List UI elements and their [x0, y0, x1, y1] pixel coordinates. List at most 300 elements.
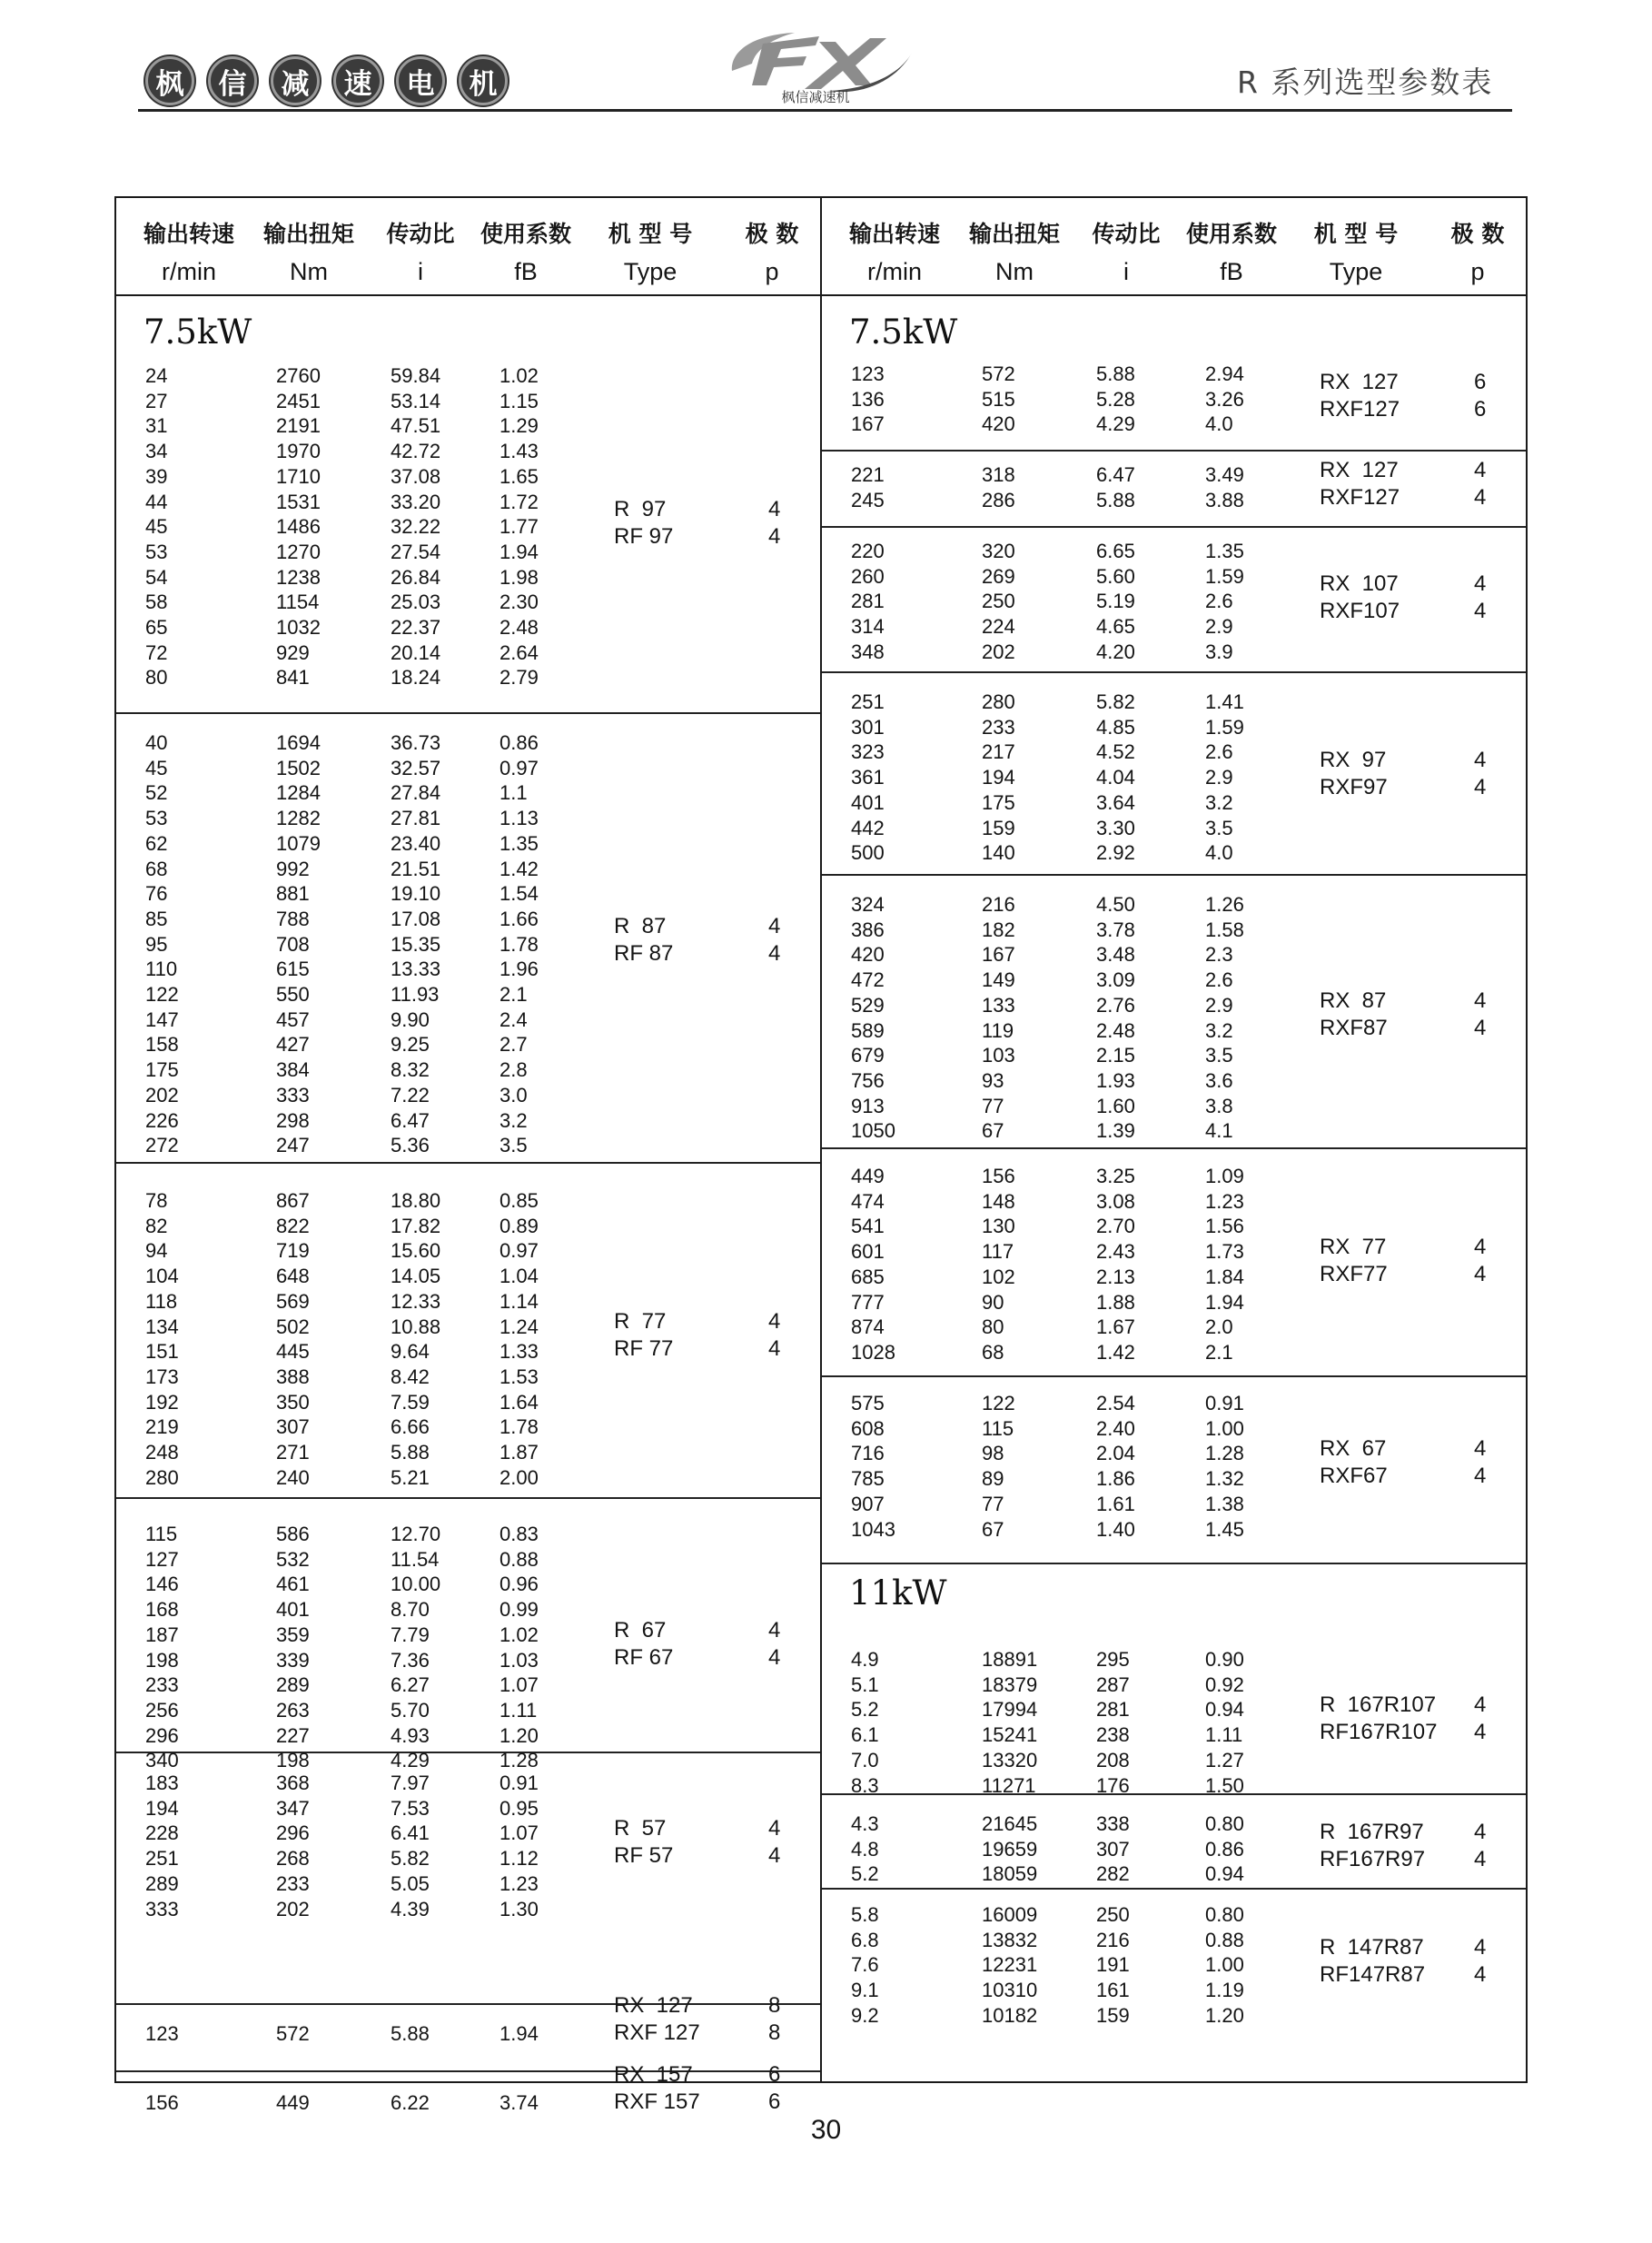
factor-cell: 2.6	[1205, 968, 1233, 992]
speed-cell: 500	[851, 841, 885, 865]
ratio-cell: 47.51	[391, 414, 441, 438]
speed-cell: 472	[851, 968, 885, 992]
pole-count: 4	[768, 1617, 781, 1643]
speed-cell: 340	[145, 1749, 179, 1772]
col-speed-unit: r/min	[162, 258, 216, 285]
type-block	[116, 2061, 820, 2116]
speed-cell: 333	[145, 1897, 179, 1920]
speed-cell: 474	[851, 1189, 885, 1213]
factor-cell: 3.8	[1205, 1094, 1233, 1117]
brand-char: 速	[333, 56, 382, 105]
factor-cell: 0.86	[1205, 1837, 1244, 1861]
type-block	[822, 988, 1526, 1042]
factor-cell: 2.9	[1205, 993, 1233, 1017]
ratio-cell: 191	[1096, 1953, 1130, 1977]
table-row	[116, 464, 820, 490]
ratio-cell: 216	[1096, 1928, 1130, 1951]
torque-cell: 1694	[276, 731, 321, 754]
torque-cell: 67	[982, 1517, 1004, 1541]
type-model: RX 77	[1320, 1234, 1387, 1259]
ratio-cell: 4.52	[1096, 740, 1135, 764]
table-row	[116, 982, 820, 1007]
col-torque-label: 输出扭矩	[968, 221, 1061, 247]
col-factor-unit: fB	[514, 258, 538, 285]
speed-cell: 323	[851, 740, 885, 764]
ratio-cell: 19.10	[391, 882, 441, 906]
factor-cell: 1.56	[1205, 1215, 1244, 1238]
table-row	[822, 1043, 1526, 1068]
speed-cell: 442	[851, 816, 885, 839]
ratio-cell: 4.04	[1096, 766, 1135, 789]
table-row	[116, 640, 820, 666]
ratio-cell: 15.35	[391, 932, 441, 956]
torque-cell: 93	[982, 1068, 1004, 1092]
factor-cell: 1.72	[500, 490, 539, 513]
table-row	[116, 413, 820, 439]
factor-cell: 0.91	[1205, 1392, 1244, 1414]
torque-cell: 457	[276, 1007, 310, 1031]
type-model: RF 67	[614, 1644, 674, 1670]
table-row	[822, 1315, 1526, 1340]
table-row	[116, 565, 820, 591]
ratio-cell: 2.48	[1096, 1018, 1135, 1042]
speed-cell: 9.2	[851, 2003, 879, 2027]
ratio-cell: 307	[1096, 1837, 1130, 1861]
speed-cell: 280	[145, 1465, 179, 1489]
ratio-cell: 282	[1096, 1862, 1130, 1886]
torque-cell: 1531	[276, 490, 321, 513]
torque-cell: 10310	[982, 1979, 1038, 2002]
table-row	[116, 831, 820, 857]
type-block	[822, 747, 1526, 801]
table-row	[822, 1517, 1526, 1543]
factor-cell: 1.50	[1205, 1773, 1244, 1797]
pole-count: 4	[1474, 1015, 1487, 1040]
pole-count: 4	[1474, 1819, 1487, 1844]
pole-count: 4	[768, 1816, 781, 1841]
speed-cell: 401	[851, 790, 885, 814]
table-row	[116, 1108, 820, 1134]
speed-cell: 80	[145, 666, 168, 690]
speed-cell: 123	[145, 2022, 179, 2045]
pole-count: 4	[1474, 484, 1487, 510]
table-row	[116, 615, 820, 640]
ratio-cell: 176	[1096, 1773, 1130, 1797]
table-row	[822, 1164, 1526, 1189]
factor-cell: 1.15	[500, 389, 539, 412]
factor-cell: 1.94	[1205, 1290, 1244, 1314]
speed-cell: 913	[851, 1094, 885, 1117]
brand-char: 减	[271, 56, 320, 105]
table-row	[116, 1365, 820, 1390]
pole-count: 4	[768, 914, 781, 939]
torque-cell: 881	[276, 882, 310, 906]
factor-cell: 2.48	[500, 616, 539, 639]
ratio-cell: 250	[1096, 1903, 1130, 1926]
torque-cell: 198	[276, 1749, 310, 1772]
torque-cell: 18891	[982, 1648, 1038, 1671]
group-divider	[822, 1888, 1526, 1890]
ratio-cell: 6.47	[391, 1108, 430, 1132]
torque-cell: 445	[276, 1340, 310, 1364]
table-row	[116, 665, 820, 690]
ratio-cell: 32.57	[391, 756, 441, 779]
factor-cell: 1.53	[500, 1365, 539, 1388]
torque-cell: 296	[276, 1821, 310, 1845]
factor-cell: 1.03	[500, 1648, 539, 1672]
factor-cell: 1.12	[500, 1847, 539, 1871]
ratio-cell: 27.54	[391, 540, 441, 563]
ratio-cell: 26.84	[391, 565, 441, 589]
ratio-cell: 161	[1096, 1979, 1130, 2002]
table-row	[116, 1214, 820, 1239]
ratio-cell: 25.03	[391, 591, 441, 614]
speed-cell: 4.9	[851, 1648, 879, 1671]
torque-cell: 298	[276, 1108, 310, 1132]
type-model: RXF 157	[614, 2089, 700, 2114]
factor-cell: 1.04	[500, 1265, 539, 1288]
ratio-cell: 5.21	[391, 1465, 430, 1489]
torque-cell: 502	[276, 1315, 310, 1338]
speed-cell: 785	[851, 1467, 885, 1491]
speed-cell: 348	[851, 640, 885, 663]
factor-cell: 2.64	[500, 640, 539, 664]
factor-cell: 1.00	[1205, 1953, 1244, 1977]
torque-cell: 119	[982, 1018, 1014, 1042]
speed-cell: 5.2	[851, 1862, 879, 1886]
table-row	[116, 1057, 820, 1083]
col-poles-label: 极 数	[745, 221, 799, 247]
col-factor-label: 使用系数	[480, 221, 572, 247]
speed-cell: 156	[145, 2091, 179, 2114]
pole-count: 4	[1474, 774, 1487, 799]
type-model: RX 127	[1320, 457, 1399, 482]
factor-cell: 2.6	[1205, 590, 1233, 613]
speed-cell: 123	[851, 362, 885, 385]
table-row	[822, 690, 1526, 715]
factor-cell: 2.8	[500, 1058, 528, 1082]
pole-count: 4	[1474, 1720, 1487, 1745]
table-row	[116, 389, 820, 414]
factor-cell: 1.35	[1205, 540, 1244, 562]
group-divider	[822, 450, 1526, 452]
speed-cell: 245	[851, 488, 885, 511]
factor-cell: 0.92	[1205, 1672, 1244, 1696]
speed-cell: 221	[851, 463, 885, 486]
torque-cell: 148	[982, 1189, 1015, 1213]
speed-cell: 192	[145, 1390, 179, 1414]
speed-cell: 202	[145, 1083, 179, 1107]
ratio-cell: 1.39	[1096, 1119, 1135, 1143]
speed-cell: 9.1	[851, 1979, 879, 2002]
type-block	[822, 457, 1526, 511]
table-row	[822, 1068, 1526, 1094]
speed-cell: 151	[145, 1340, 179, 1364]
speed-cell: 251	[851, 690, 885, 713]
pole-count: 4	[1474, 1234, 1487, 1259]
speed-cell: 685	[851, 1265, 885, 1288]
ratio-cell: 7.59	[391, 1390, 430, 1414]
speed-cell: 40	[145, 731, 168, 754]
speed-cell: 54	[145, 565, 168, 589]
factor-cell: 1.33	[500, 1340, 539, 1364]
type-model: RXF87	[1320, 1015, 1388, 1040]
torque-cell: 320	[982, 540, 1015, 562]
factor-cell: 1.13	[500, 807, 539, 830]
factor-cell: 1.28	[500, 1749, 539, 1772]
factor-cell: 2.30	[500, 591, 539, 614]
pole-count: 4	[1474, 571, 1487, 597]
ratio-cell: 1.42	[1096, 1340, 1135, 1364]
speed-cell: 289	[145, 1871, 179, 1895]
ratio-cell: 5.70	[391, 1698, 430, 1722]
torque-cell: 247	[276, 1134, 310, 1157]
torque-cell: 280	[982, 690, 1015, 713]
speed-cell: 324	[851, 893, 885, 916]
factor-cell: 3.26	[1205, 387, 1244, 411]
factor-cell: 0.88	[500, 1547, 539, 1571]
factor-cell: 0.89	[500, 1214, 539, 1237]
ratio-cell: 1.93	[1096, 1068, 1135, 1092]
ratio-cell: 10.88	[391, 1315, 441, 1338]
ratio-cell: 32.22	[391, 515, 441, 539]
factor-cell: 0.94	[1205, 1862, 1244, 1886]
speed-cell: 53	[145, 807, 168, 830]
factor-cell: 0.94	[1205, 1698, 1244, 1722]
pole-count: 4	[768, 1336, 781, 1362]
torque-cell: 202	[982, 640, 1015, 663]
table-row	[116, 780, 820, 806]
table-row	[822, 1773, 1526, 1799]
speed-cell: 24	[145, 364, 168, 387]
torque-cell: 339	[276, 1648, 310, 1672]
speed-cell: 7.6	[851, 1953, 879, 1977]
torque-cell: 19659	[982, 1837, 1038, 1861]
torque-cell: 788	[276, 907, 310, 930]
type-block	[116, 496, 820, 551]
type-model: RX 67	[1320, 1436, 1387, 1462]
factor-cell: 0.97	[500, 1239, 539, 1263]
type-block	[116, 1815, 820, 1870]
speed-cell: 777	[851, 1290, 885, 1314]
factor-cell: 2.9	[1205, 766, 1233, 789]
factor-cell: 3.49	[1205, 463, 1244, 486]
ratio-cell: 2.92	[1096, 841, 1135, 865]
type-model: R 167R107	[1320, 1692, 1437, 1718]
table-row	[116, 1264, 820, 1289]
speed-cell: 115	[145, 1523, 178, 1545]
col-torque-unit: Nm	[995, 258, 1034, 285]
left-table	[114, 196, 822, 2114]
pole-count: 4	[768, 941, 781, 967]
speed-cell: 361	[851, 766, 885, 789]
torque-cell: 12231	[982, 1953, 1038, 1977]
type-model: RF167R97	[1320, 1846, 1426, 1871]
ratio-cell: 6.47	[1096, 463, 1135, 486]
torque-cell: 15241	[982, 1723, 1038, 1747]
factor-cell: 1.07	[500, 1673, 539, 1697]
type-model: RX 157	[614, 2061, 693, 2087]
table-row	[116, 881, 820, 907]
speed-cell: 136	[851, 387, 885, 411]
factor-cell: 1.96	[500, 958, 539, 981]
factor-cell: 1.35	[500, 831, 539, 855]
ratio-cell: 59.84	[391, 364, 441, 387]
speed-cell: 44	[145, 490, 168, 513]
speed-cell: 6.1	[851, 1723, 879, 1747]
factor-cell: 1.20	[1205, 2003, 1244, 2027]
table-row	[822, 1340, 1526, 1365]
torque-cell: 929	[276, 640, 310, 664]
ratio-cell: 7.36	[391, 1648, 430, 1672]
factor-cell: 1.30	[500, 1897, 539, 1920]
torque-cell: 102	[982, 1265, 1015, 1288]
factor-cell: 1.07	[500, 1821, 539, 1845]
speed-cell: 27	[145, 389, 168, 412]
torque-cell: 224	[982, 615, 1015, 639]
ratio-cell: 1.86	[1096, 1467, 1135, 1491]
pole-count: 4	[1474, 599, 1487, 624]
torque-cell: 333	[276, 1083, 310, 1107]
torque-cell: 182	[982, 918, 1015, 941]
type-model: R 67	[614, 1617, 667, 1643]
type-model: R 167R97	[1320, 1819, 1424, 1844]
col-type-unit: Type	[1329, 258, 1383, 285]
factor-cell: 1.02	[500, 1623, 539, 1646]
table-row	[822, 892, 1526, 918]
torque-cell: 550	[276, 983, 310, 1006]
group-divider	[822, 1563, 1526, 1564]
pole-count: 4	[1474, 1692, 1487, 1718]
col-ratio-unit: i	[418, 258, 423, 285]
ratio-cell: 6.27	[391, 1673, 430, 1697]
ratio-cell: 2.13	[1096, 1265, 1135, 1288]
factor-cell: 1.11	[500, 1698, 538, 1722]
type-block	[822, 1692, 1526, 1746]
factor-cell: 0.91	[500, 1772, 539, 1794]
pole-count: 4	[1474, 1261, 1487, 1286]
factor-cell: 0.88	[1205, 1928, 1244, 1951]
ratio-cell: 287	[1096, 1672, 1130, 1696]
ratio-cell: 42.72	[391, 440, 441, 463]
ratio-cell: 6.66	[391, 1415, 430, 1439]
speed-cell: 72	[145, 640, 168, 664]
type-block	[822, 1819, 1526, 1873]
factor-cell: 3.2	[1205, 790, 1233, 814]
speed-cell: 281	[851, 590, 885, 613]
torque-cell: 1710	[276, 464, 321, 488]
torque-cell: 1282	[276, 807, 321, 830]
col-ratio-label: 传动比	[1092, 221, 1161, 247]
factor-cell: 0.80	[1205, 1903, 1244, 1926]
factor-cell: 0.90	[1205, 1648, 1244, 1671]
factor-cell: 2.3	[1205, 943, 1233, 967]
torque-cell: 532	[276, 1547, 310, 1571]
table-row	[116, 1440, 820, 1465]
table-row	[822, 1902, 1526, 1928]
speed-cell: 7.0	[851, 1748, 879, 1772]
ratio-cell: 295	[1096, 1648, 1130, 1671]
col-type-label: 机 型 号	[1313, 221, 1399, 247]
table-row	[116, 1723, 820, 1749]
power-heading: 7.5kW	[143, 313, 252, 352]
type-block	[822, 571, 1526, 625]
group-divider	[116, 1162, 820, 1164]
factor-cell: 2.1	[500, 983, 528, 1006]
type-block	[116, 1617, 820, 1672]
torque-cell: 368	[276, 1772, 310, 1794]
torque-cell: 271	[276, 1441, 310, 1464]
torque-cell: 569	[276, 1289, 310, 1313]
pole-count: 8	[768, 2020, 781, 2045]
type-model: RF 97	[614, 524, 674, 550]
ratio-cell: 1.67	[1096, 1315, 1135, 1339]
speed-cell: 53	[145, 540, 168, 563]
ratio-cell: 20.14	[391, 640, 441, 664]
torque-cell: 13320	[982, 1748, 1038, 1772]
factor-cell: 1.54	[500, 882, 539, 906]
speed-cell: 82	[145, 1214, 168, 1237]
table-row	[116, 730, 820, 756]
torque-cell: 1154	[276, 591, 320, 614]
factor-cell: 2.94	[1205, 362, 1244, 385]
torque-cell: 1970	[276, 440, 321, 463]
factor-cell: 3.2	[500, 1108, 528, 1132]
ratio-cell: 3.78	[1096, 918, 1135, 941]
factor-cell: 2.4	[500, 1007, 528, 1031]
ratio-cell: 1.60	[1096, 1094, 1135, 1117]
column-header	[116, 198, 820, 296]
table-row	[822, 1748, 1526, 1773]
speed-cell: 146	[145, 1573, 179, 1596]
torque-cell: 1270	[276, 540, 321, 563]
ratio-cell: 17.08	[391, 907, 441, 930]
table-row	[116, 1188, 820, 1214]
factor-cell: 1.59	[1205, 715, 1244, 739]
torque-cell: 11271	[982, 1773, 1036, 1797]
table-row	[116, 857, 820, 882]
speed-cell: 110	[145, 958, 178, 981]
pole-count: 4	[1474, 1436, 1487, 1462]
speed-cell: 314	[851, 615, 885, 639]
speed-cell: 301	[851, 715, 885, 739]
ratio-cell: 5.60	[1096, 564, 1135, 588]
ratio-cell: 12.33	[391, 1289, 441, 1313]
ratio-cell: 5.88	[391, 1441, 430, 1464]
factor-cell: 1.84	[1205, 1265, 1244, 1288]
ratio-cell: 5.05	[391, 1871, 430, 1895]
torque-cell: 77	[982, 1492, 1004, 1515]
factor-cell: 1.1	[500, 781, 528, 805]
factor-cell: 1.23	[1205, 1189, 1244, 1213]
torque-cell: 167	[982, 943, 1015, 967]
type-model: R 87	[614, 914, 667, 939]
col-type-label: 机 型 号	[608, 221, 693, 247]
pole-count: 4	[1474, 1935, 1487, 1960]
ratio-cell: 27.81	[391, 807, 441, 830]
torque-cell: 318	[982, 463, 1015, 486]
col-speed-unit: r/min	[867, 258, 922, 285]
table-row	[116, 1238, 820, 1264]
torque-cell: 2191	[276, 414, 321, 438]
torque-cell: 263	[276, 1698, 310, 1722]
ratio-cell: 12.70	[391, 1523, 441, 1545]
table-row	[116, 1572, 820, 1597]
factor-cell: 0.99	[500, 1598, 539, 1622]
series-title: R 系列选型参数表	[1237, 65, 1494, 100]
ratio-cell: 4.93	[391, 1723, 430, 1747]
speed-cell: 175	[145, 1058, 179, 1082]
